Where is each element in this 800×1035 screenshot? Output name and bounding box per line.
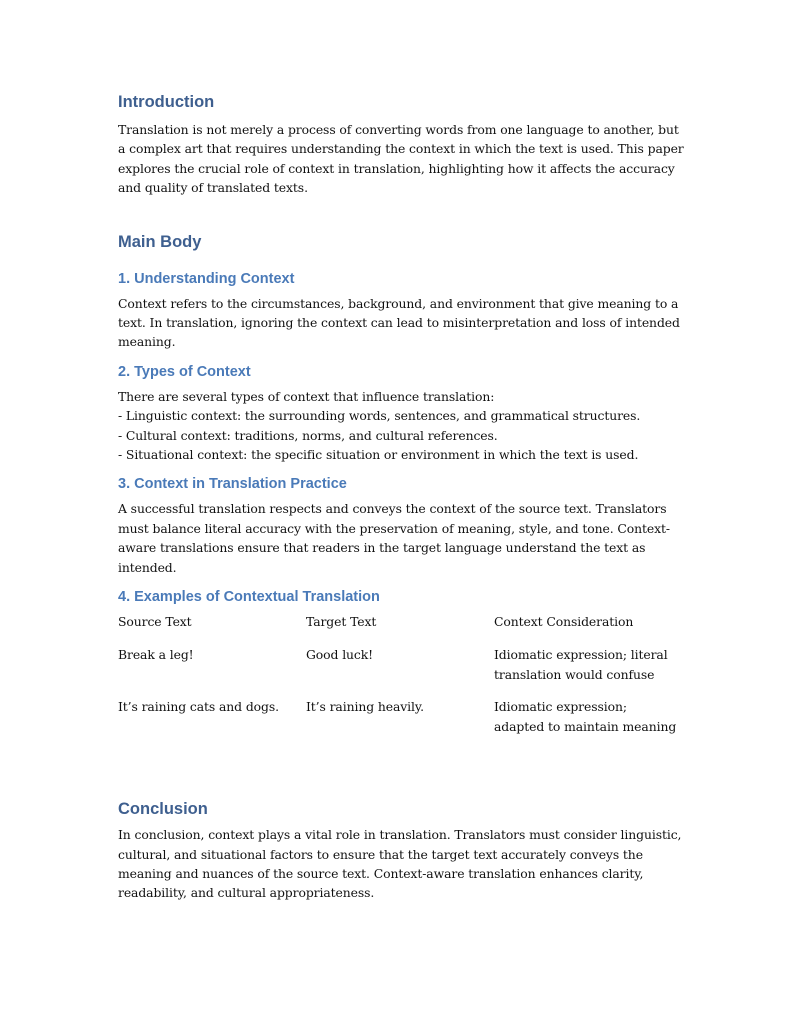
section-4-heading: 4. Examples of Contextual Translation [118,589,380,606]
conclusion-heading: Conclusion [118,800,208,819]
table-cell: Idiomatic expression; adapted to maintain meaning [494,699,677,734]
conclusion-paragraph: In conclusion, context plays a vital role in translation. Translators must consider linguistic, cultural, and situational factors to ensure that the target text accurately conveys the meaning and nuances of the source text. Context-aware translation enhances clarity, readability, and cultural appropriateness. [118,827,682,901]
document-page [118,88,688,903]
section-2-heading: 2. Types of Context [118,363,251,380]
section-1-heading: 1. Understanding Context [118,270,295,287]
section-3-heading: 3. Context in Translation Practice [118,476,347,493]
table-cell: Break a leg! [118,647,194,663]
table-cell: It’s raining heavily. [306,699,424,715]
main-body-heading: Main Body [118,232,202,251]
section-2-intro-line: There are several types of context that influence translation: [118,388,495,404]
table-header-cell: Source Text [118,614,192,630]
section-1-paragraph: Context refers to the circumstances, background, and environment that give meaning to a text. In translation, ignoring the context can lead to misinterpretation and loss of intended meaning. [118,295,680,350]
table-header-cell: Target Text [306,614,377,630]
section-2-list-item: - Linguistic context: the surrounding words, sentences, and grammatical structures. [118,408,641,424]
introduction-paragraph: Translation is not merely a process of converting words from one language to another, but a complex art that requires understanding the context in which the text is used. This paper explores the crucial role of context in translation, highlighting how it affects the accuracy and quality of translated texts. [118,122,684,196]
table-header-row [118,612,688,645]
section-2-list-item: - Cultural context: traditions, norms, and cultural references. [118,427,498,443]
table-header-cell: Context Consideration [494,614,634,630]
section-2-list [118,387,688,465]
section-3-paragraph: A successful translation respects and conveys the context of the source text. Translators must balance literal accuracy with the preservation of meaning, style, and tone. Context-aware translations ensure that readers in the target language understand the text as intended. [118,501,671,575]
examples-table [118,612,688,757]
table-cell: Good luck! [306,647,374,663]
table-cell: Idiomatic expression; literal translation would confuse [494,647,668,682]
section-2-list-item: - Situational context: the specific situation or environment in which the text is used. [118,447,639,463]
introduction-heading: Introduction [118,93,215,111]
table-row [118,645,688,697]
table-cell: It’s raining cats and dogs. [118,699,279,715]
table-row [118,697,688,757]
